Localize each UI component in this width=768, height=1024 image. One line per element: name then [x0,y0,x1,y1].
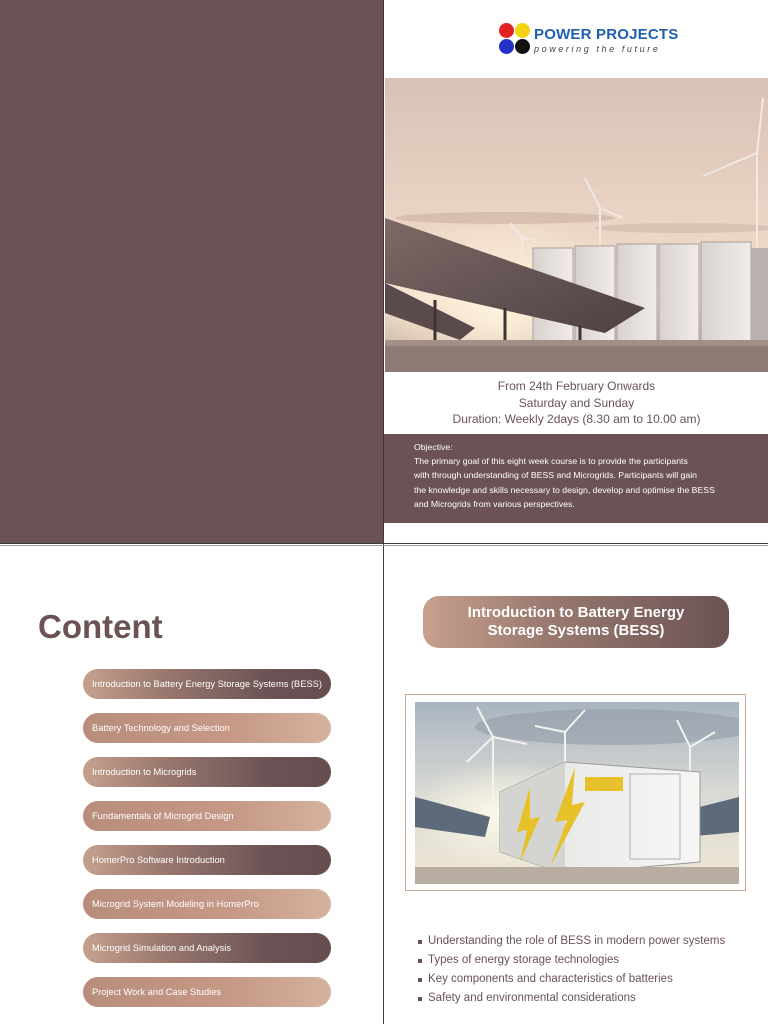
intro-bullet-list [418,932,725,1008]
content-item: Microgrid Simulation and Analysis [83,933,331,963]
bullet-square-icon [418,978,422,982]
schedule-days: Saturday and Sunday [518,395,635,410]
content-item: HomerPro Software Introduction [83,845,331,875]
logo-dot-yellow [515,23,530,38]
bullet-text: Key components and characteristics of batteries [428,973,673,985]
list-item [418,989,725,1008]
content-item: Microgrid System Modeling in HomerPro [83,889,331,919]
bullet-text: Understanding the role of BESS in modern power systems [428,935,726,947]
logo-dot-blue [499,39,514,54]
objective-heading: Objective: [414,442,453,452]
content-item: Introduction to Battery Energy Storage Systems (BESS) [83,669,331,699]
objective-line: the knowledge and skills necessary to design, develop and optimise the BESS [414,484,715,495]
cover-color-panel [0,0,383,543]
logo-dot-red [499,23,514,38]
power-projects-logo [498,23,678,59]
hero-solar-battery-image [385,78,768,372]
content-item: Battery Technology and Selection [83,713,331,743]
logo-title: POWER PROJECTS [534,26,679,43]
content-item: Introduction to Microgrids [83,757,331,787]
logo-dots-icon [498,23,532,57]
bullet-square-icon [418,997,422,1001]
objective-box [384,434,768,523]
schedule-info [385,378,768,428]
intro-bess-banner [423,596,729,648]
content-item: Project Work and Case Studies [83,977,331,1007]
logo-tagline: powering the future [534,44,661,54]
list-item [418,932,725,951]
page-divider-horizontal [0,543,768,544]
bullet-square-icon [418,959,422,963]
content-heading: Content [38,608,163,645]
intro-banner-line2: Storage Systems (BESS) [487,622,665,639]
objective-line: with through understanding of BESS and Microgrids. Participants will gain [414,470,697,481]
bess-container-image [415,702,739,884]
schedule-start: From 24th February Onwards [497,379,656,393]
intro-banner-line1: Introduction to Battery Energy [467,604,685,621]
page-divider-shadow [0,545,768,546]
objective-line: The primary goal of this eight week course is to provide the participants [414,456,688,467]
bullet-text: Safety and environmental considerations [428,992,636,1004]
content-item: Fundamentals of Microgrid Design [83,801,331,831]
objective-line: and Microgrids from various perspectives. [414,498,575,509]
list-item [418,970,725,989]
list-item [418,951,725,970]
bullet-text: Types of energy storage technologies [428,954,620,966]
bullet-square-icon [418,940,422,944]
logo-dot-black [515,39,530,54]
schedule-duration: Duration: Weekly 2days (8.30 am to 10.00 am) [452,412,701,426]
